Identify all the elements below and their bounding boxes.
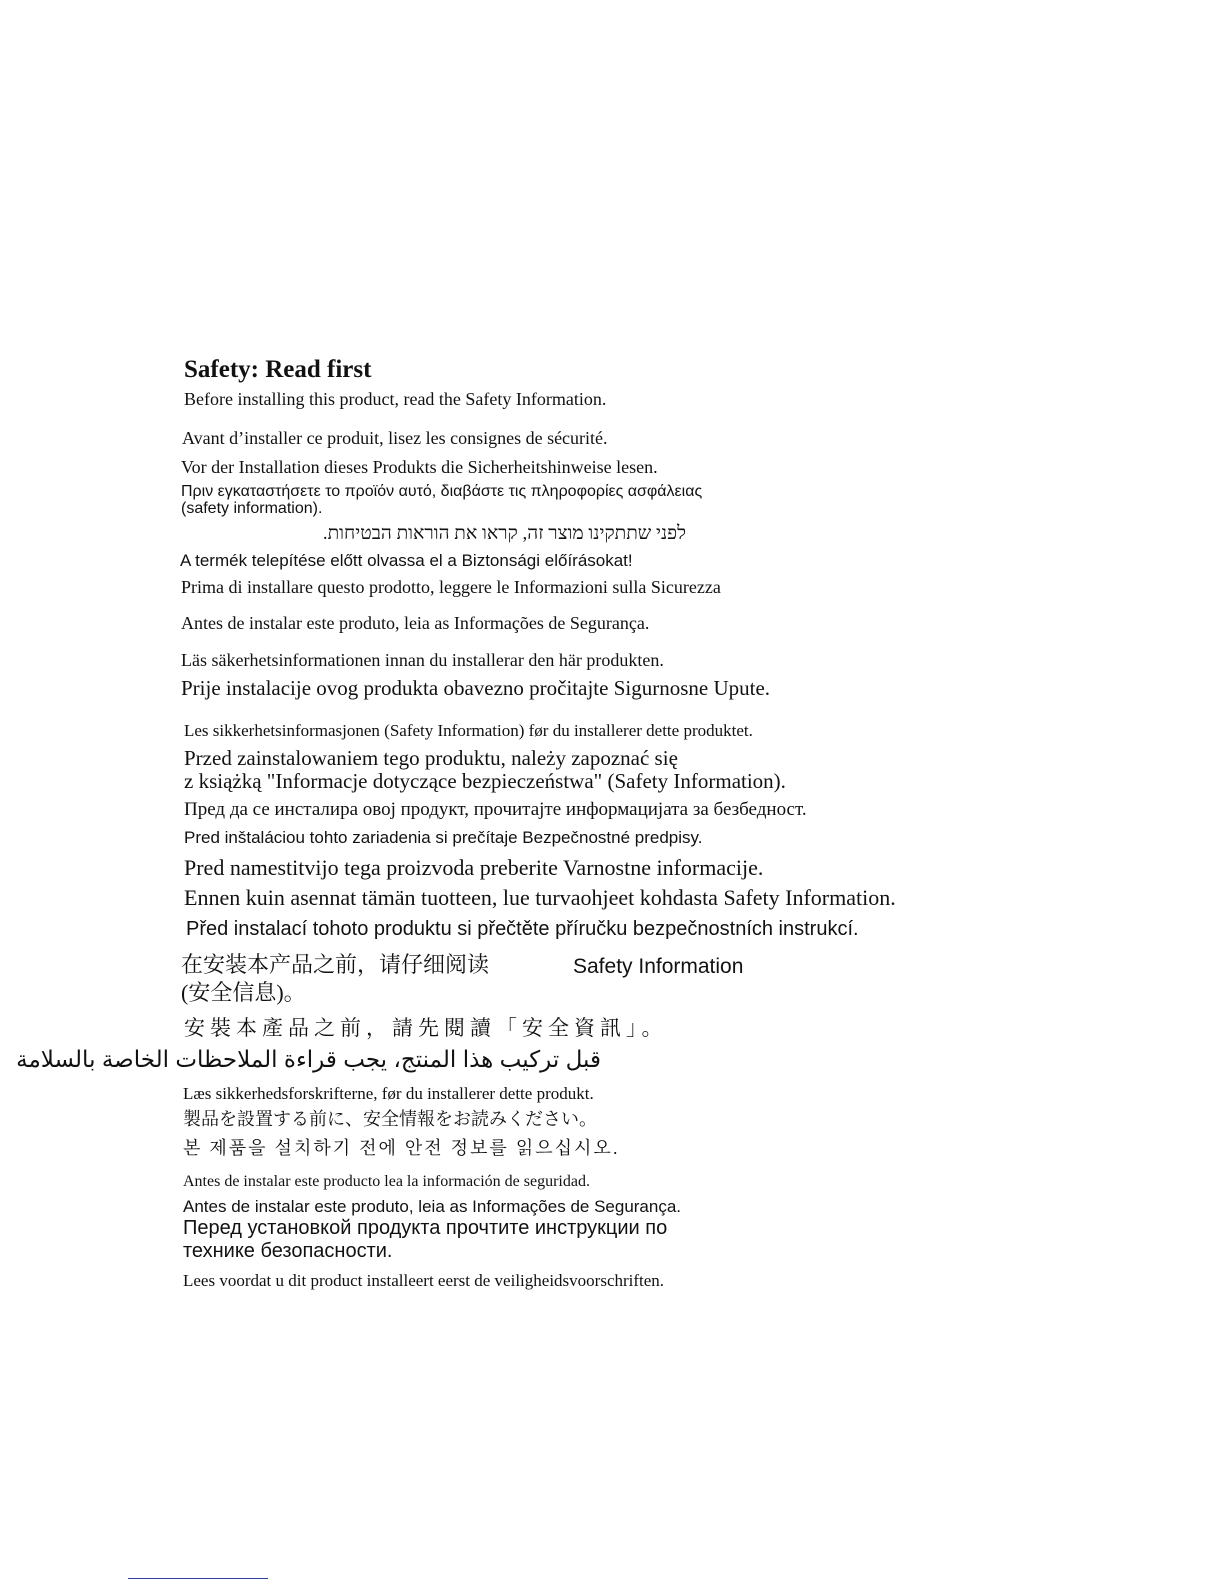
- line-ar: قبل تركيب هذا المنتج، يجب قراءة الملاحظات الخاصة بالسلامة: [16, 1046, 601, 1072]
- line-it: Prima di installare questo prodotto, leggere le Informazioni sulla Sicurezza: [181, 577, 721, 597]
- line-pl-1: Przed zainstalowaniem tego produktu, należy zapoznać się: [184, 746, 678, 770]
- footnote-rule: [128, 1578, 268, 1579]
- line-el-1: Πριν εγκαταστήσετε το προϊόν αυτό, διαβάστε τις πληροφορίες ασφάλειας: [181, 483, 703, 500]
- line-cs: Před instalací tohoto produktu si přečtěte příručku bezpečnostních instrukcí.: [186, 918, 859, 940]
- line-ja: 製品を設置する前に、安全情報をお読みください。: [183, 1109, 597, 1129]
- line-nl: Lees voordat u dit product installeert eerst de veiligheidsvoorschriften.: [183, 1271, 665, 1290]
- line-zh-1-suffix: Safety Information: [573, 955, 744, 978]
- line-fi: Ennen kuin asennat tämän tuotteen, lue turvaohjeet kohdasta Safety Information.: [184, 885, 896, 910]
- page-title: Safety: Read first: [184, 356, 372, 383]
- line-he: לפני שתתקינו מוצר זה, קראו את הוראות הבטיחות.: [322, 523, 686, 544]
- line-ko: 본 제품을 설치하기 전에 안전 정보를 읽으십시오.: [183, 1138, 620, 1158]
- line-el-2: (safety information).: [181, 500, 323, 517]
- line-zh-2: (安全信息)。: [181, 980, 306, 1005]
- line-hr: Prije instalacije ovog produkta obavezno pročitajte Sigurnosne Upute.: [181, 676, 771, 700]
- line-zh-traditional: 安裝本產品之前，請先閱讀「安全資訊」。: [184, 1016, 668, 1040]
- line-da: Læs sikkerhedsforskrifterne, før du installerer dette produkt.: [183, 1084, 594, 1103]
- line-sv: Läs säkerhetsinformationen innan du installerar den här produkten.: [181, 650, 664, 670]
- line-no: Les sikkerhetsinformasjonen (Safety Information) før du installerer dette produktet.: [184, 721, 753, 740]
- line-ru-1: Перед установкой продукта прочтите инструкции по: [183, 1217, 668, 1239]
- line-pt-br: Antes de instalar este produto, leia as Informações de Segurança.: [183, 1197, 682, 1216]
- line-zh-1: 在安装本产品之前，请仔细阅读: [181, 952, 490, 977]
- line-hu: A termék telepítése előtt olvassa el a Biztonsági előírásokat!: [180, 551, 633, 570]
- line-mk: Пред да се инсталира овој продукт, прочитајте информацијата за безбедност.: [184, 799, 807, 820]
- line-de: Vor der Installation dieses Produkts die Sicherheitshinweise lesen.: [181, 457, 658, 477]
- line-en: Before installing this product, read the Safety Information.: [184, 389, 607, 409]
- line-pl-2: z książką "Informacje dotyczące bezpieczeństwa" (Safety Information).: [184, 769, 786, 793]
- line-sl: Pred namestitvijo tega proizvoda preberite Varnostne informacije.: [184, 855, 764, 880]
- line-pt: Antes de instalar este produto, leia as Informações de Segurança.: [181, 613, 650, 633]
- line-ru-2: технике безопасности.: [183, 1240, 393, 1262]
- line-sk: Pred inštaláciou tohto zariadenia si prečítaje Bezpečnostné predpisy.: [184, 828, 703, 847]
- line-fr: Avant d’installer ce produit, lisez les consignes de sécurité.: [182, 428, 608, 448]
- line-es: Antes de instalar este producto lea la información de seguridad.: [183, 1173, 590, 1190]
